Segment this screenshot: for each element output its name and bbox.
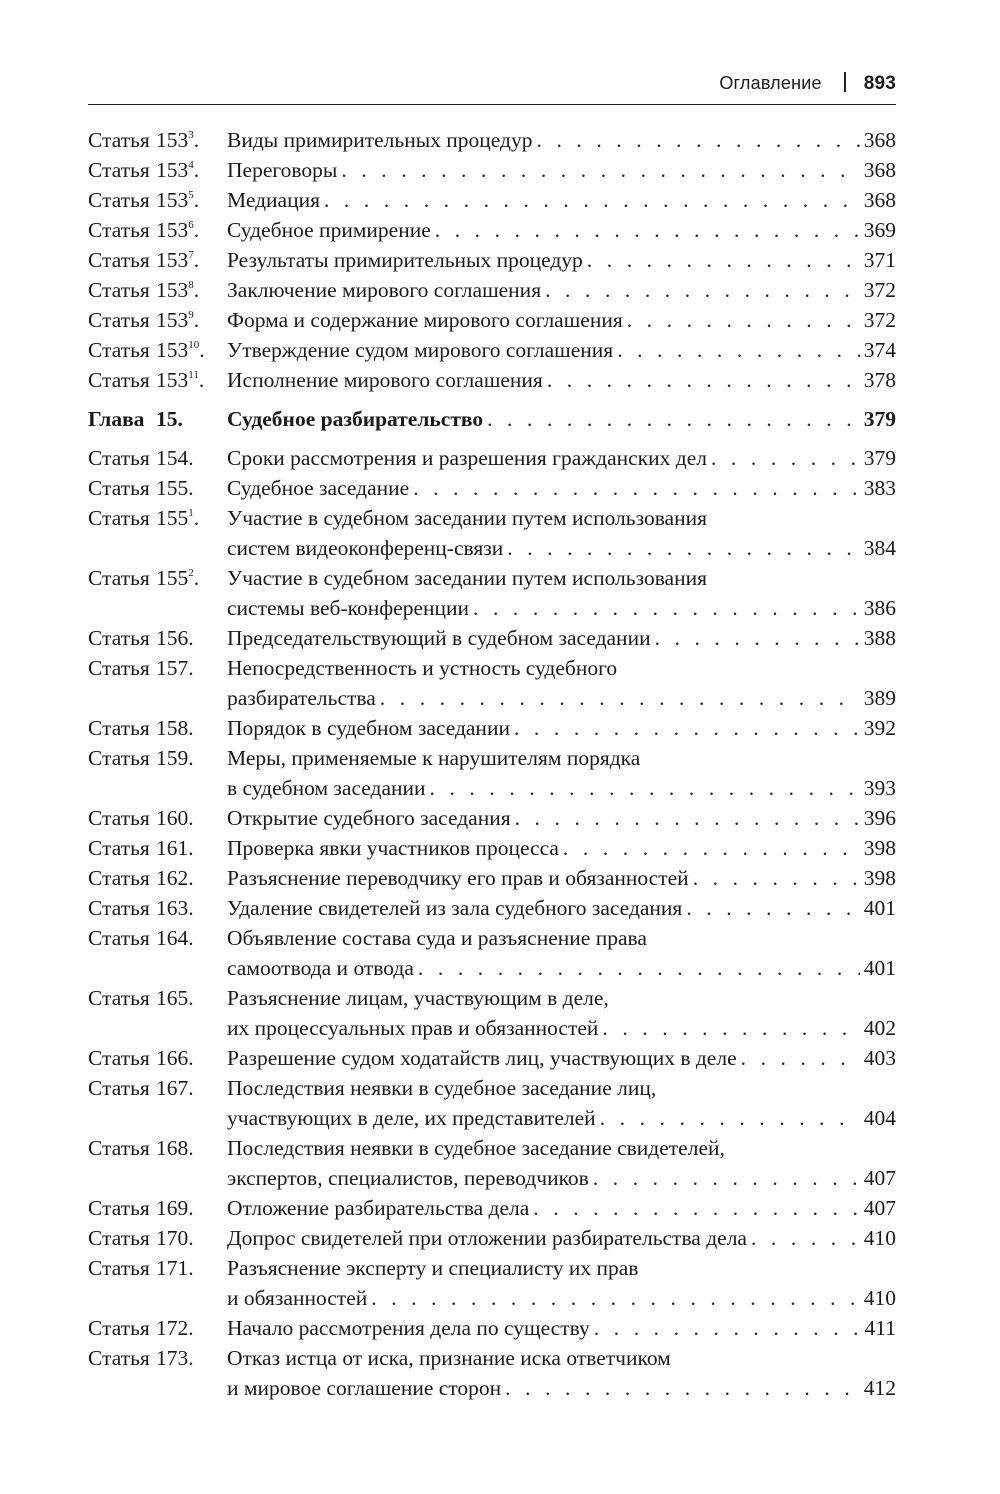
entry-page-number: 388	[863, 626, 896, 650]
entry-number: 153	[156, 158, 189, 182]
entry-label	[88, 1133, 194, 1163]
entry-label	[88, 503, 199, 533]
dot-leader	[514, 713, 860, 743]
entry-title-last-line	[227, 833, 896, 863]
dot-leader	[413, 473, 860, 503]
entry-type-word: Статья	[88, 896, 150, 920]
header-separator	[844, 72, 846, 92]
dot-leader	[435, 215, 860, 245]
entry-page-number: 410	[863, 1286, 896, 1310]
entry-type-word: Статья	[88, 1076, 150, 1100]
entry-number-superscript: 3	[188, 129, 194, 141]
entry-title-last-line	[227, 1163, 896, 1193]
entry-label	[88, 563, 199, 593]
entry-number: 153	[156, 338, 189, 362]
entry-title-text: Переговоры	[227, 158, 338, 182]
entry-number-superscript: 9	[188, 309, 194, 321]
dot-leader	[563, 833, 860, 863]
entry-title-text: и мировое соглашение сторон	[227, 1376, 502, 1400]
entry-type-word: Статья	[88, 218, 150, 242]
entry-number: 153	[156, 188, 189, 212]
entry-number: 173.	[156, 1346, 194, 1370]
entry-type-word: Статья	[88, 746, 150, 770]
entry-label	[88, 335, 205, 365]
entry-number-superscript: 6	[188, 219, 194, 231]
entry-number-dot: .	[193, 158, 200, 182]
entry-title-text: Отложение разбирательства дела	[227, 1196, 530, 1220]
entry-title-text: Судебное разбирательство	[227, 407, 484, 431]
dot-leader	[617, 335, 860, 365]
entry-number-dot: .	[193, 506, 200, 530]
entry-label	[88, 305, 199, 335]
entry-page-number: 372	[863, 278, 896, 302]
entry-title-line: Разъяснение эксперту и специалисту их прав	[227, 1256, 639, 1280]
entry-number: 162.	[156, 866, 194, 890]
entry-title-last-line	[227, 533, 896, 563]
entry-type-word: Статья	[88, 566, 150, 590]
toc-article-entry	[88, 893, 896, 923]
dot-leader	[505, 1373, 860, 1403]
entry-label	[88, 743, 194, 773]
entry-page-number: 410	[863, 1226, 896, 1250]
toc-article-entry	[88, 713, 896, 743]
entry-label	[88, 623, 194, 653]
toc-article-entry	[88, 503, 896, 563]
entry-title-line: Участие в судебном заседании путем использования	[227, 506, 708, 530]
dot-leader	[380, 683, 860, 713]
entry-number-dot: .	[198, 368, 205, 392]
entry-title-last-line	[227, 893, 896, 923]
entry-number-superscript: 5	[188, 189, 194, 201]
entry-page-number: 404	[863, 1106, 896, 1130]
toc-article-entry	[88, 653, 896, 713]
entry-type-word: Статья	[88, 158, 150, 182]
entry-number: 153	[156, 128, 189, 152]
entry-title-text: Судебное примирение	[227, 218, 431, 242]
dot-leader	[533, 1193, 859, 1223]
entry-label	[88, 863, 194, 893]
entry-type-word: Статья	[88, 188, 150, 212]
entry-title-last-line	[227, 1223, 896, 1253]
toc-article-entry	[88, 335, 896, 365]
toc-article-entry	[88, 803, 896, 833]
entry-title-last-line	[227, 404, 896, 434]
entry-label	[88, 803, 194, 833]
entry-title-text: Заключение мирового соглашения	[227, 278, 542, 302]
entry-page-number: 401	[863, 956, 896, 980]
entry-title-last-line	[227, 335, 896, 365]
entry-page-number: 368	[863, 188, 896, 212]
entry-title-last-line	[227, 1283, 896, 1313]
entry-page-number: 384	[863, 536, 896, 560]
entry-title-text: Судебное заседание	[227, 476, 410, 500]
entry-number: 153	[156, 218, 189, 242]
entry-number-superscript: 1	[188, 507, 194, 519]
entry-title-line: Последствия неявки в судебное заседание свидетелей,	[227, 1136, 725, 1160]
entry-number: 167.	[156, 1076, 194, 1100]
dot-leader	[741, 1043, 860, 1073]
entry-type-word: Статья	[88, 248, 150, 272]
toc-article-entry	[88, 1313, 896, 1343]
toc-article-entry	[88, 185, 896, 215]
entry-title-text: в судебном заседании	[227, 776, 426, 800]
entry-label	[88, 404, 183, 434]
entry-page-number: 412	[863, 1376, 896, 1400]
entry-label	[88, 653, 194, 683]
entry-label	[88, 443, 194, 473]
toc-article-entry	[88, 275, 896, 305]
entry-type-word: Статья	[88, 806, 150, 830]
entry-number: 168.	[156, 1136, 194, 1160]
entry-title-text: разбирательства	[227, 686, 376, 710]
entry-title-text: Проверка явки участников процесса	[227, 836, 559, 860]
entry-title-last-line	[227, 593, 896, 623]
entry-title-line: Разъяснение лицам, участвующим в деле,	[227, 986, 609, 1010]
dot-leader	[627, 305, 860, 335]
entry-type-word: Статья	[88, 626, 150, 650]
toc-article-entry	[88, 923, 896, 983]
entry-number: 155	[156, 506, 189, 530]
entry-number-superscript: 10	[188, 339, 200, 351]
entry-type-word: Статья	[88, 1046, 150, 1070]
entry-number: 166.	[156, 1046, 194, 1070]
entry-number: 156.	[156, 626, 194, 650]
dot-leader	[593, 1163, 860, 1193]
toc-article-entry	[88, 563, 896, 623]
entry-page-number: 389	[863, 686, 896, 710]
entry-title-text: и обязанностей	[227, 1286, 368, 1310]
entry-number: 154.	[156, 446, 194, 470]
running-head-content	[719, 72, 896, 95]
entry-title-last-line	[227, 623, 896, 653]
entry-label	[88, 1313, 194, 1343]
entry-title-text: экспертов, специалистов, переводчиков	[227, 1166, 589, 1190]
entry-title-text: Разрешение судом ходатайств лиц, участвующих в деле	[227, 1046, 737, 1070]
entry-title-text: Форма и содержание мирового соглашения	[227, 308, 623, 332]
entry-page-number: 396	[863, 806, 896, 830]
toc-chapter-entry	[88, 404, 896, 434]
entry-number-dot: .	[193, 278, 200, 302]
entry-label	[88, 983, 194, 1013]
entry-type-word: Статья	[88, 1316, 150, 1340]
entry-page-number: 403	[863, 1046, 896, 1070]
entry-title-last-line	[227, 803, 896, 833]
entry-title-text: Удаление свидетелей из зала судебного заседания	[227, 896, 683, 920]
toc-article-entry	[88, 215, 896, 245]
toc-article-entry	[88, 155, 896, 185]
entry-page-number: 411	[864, 1316, 896, 1340]
entry-title-line: Непосредственность и устность судебного	[227, 656, 618, 680]
toc-article-entry	[88, 365, 896, 395]
entry-page-number: 379	[863, 407, 896, 431]
entry-label	[88, 1193, 194, 1223]
entry-title-last-line	[227, 1103, 896, 1133]
dot-leader	[545, 275, 860, 305]
dot-leader	[507, 533, 860, 563]
dot-leader	[600, 1103, 860, 1133]
toc-article-entry	[88, 743, 896, 803]
entry-page-number: 383	[863, 476, 896, 500]
entry-number: 157.	[156, 656, 194, 680]
entry-label	[88, 1223, 194, 1253]
dot-leader	[547, 365, 860, 395]
entry-page-number: 386	[863, 596, 896, 620]
entry-number-dot: .	[193, 566, 200, 590]
dot-leader	[487, 404, 860, 434]
dot-leader	[430, 773, 860, 803]
entry-number-dot: .	[193, 218, 200, 242]
entry-type-word: Статья	[88, 716, 150, 740]
entry-title-text: Открытие судебного заседания	[227, 806, 511, 830]
entry-title-text: Утверждение судом мирового соглашения	[227, 338, 614, 362]
entry-title-last-line	[227, 1193, 896, 1223]
entry-title-last-line	[227, 1013, 896, 1043]
entry-number-superscript: 4	[188, 159, 194, 171]
entry-title-text: Начало рассмотрения дела по существу	[227, 1316, 590, 1340]
entry-label	[88, 473, 194, 503]
entry-label	[88, 923, 194, 953]
entry-type-word: Статья	[88, 1346, 150, 1370]
entry-title-last-line	[227, 155, 896, 185]
dot-leader	[686, 893, 859, 923]
entry-label	[88, 155, 199, 185]
entry-title-text: Результаты примирительных процедур	[227, 248, 583, 272]
dot-leader	[515, 803, 860, 833]
entry-type-word: Статья	[88, 476, 150, 500]
entry-number: 171.	[156, 1256, 194, 1280]
dot-leader	[418, 953, 860, 983]
entry-title-text: Виды примирительных процедур	[227, 128, 533, 152]
entry-title-last-line	[227, 473, 896, 503]
toc-article-entry	[88, 1223, 896, 1253]
entry-title-last-line	[227, 683, 896, 713]
entry-number: 172.	[156, 1316, 194, 1340]
entry-number-dot: .	[193, 188, 200, 212]
entry-number: 155	[156, 566, 189, 590]
entry-title-text: Сроки рассмотрения и разрешения гражданских дел	[227, 446, 707, 470]
entry-number: 153	[156, 308, 189, 332]
entry-type-word: Статья	[88, 836, 150, 860]
entry-title-last-line	[227, 275, 896, 305]
entry-label	[88, 1043, 194, 1073]
entry-number: 159.	[156, 746, 194, 770]
entry-title-line: Объявление состава суда и разъяснение права	[227, 926, 647, 950]
entry-type-word: Статья	[88, 926, 150, 950]
entry-page-number: 392	[863, 716, 896, 740]
entry-page-number: 368	[863, 158, 896, 182]
toc-article-entry	[88, 443, 896, 473]
entry-number: 163.	[156, 896, 194, 920]
toc-article-entry	[88, 1343, 896, 1403]
dot-leader	[371, 1283, 860, 1313]
entry-label	[88, 215, 199, 245]
entry-title-text: их процессуальных прав и обязанностей	[227, 1016, 599, 1040]
entry-number: 170.	[156, 1226, 194, 1250]
entry-label	[88, 365, 204, 395]
entry-type-word: Статья	[88, 986, 150, 1010]
section-title: Оглавление	[719, 73, 822, 93]
entry-type-word: Глава	[88, 407, 145, 431]
entry-title-text: Разъяснение переводчику его прав и обязанностей	[227, 866, 689, 890]
entry-title-text: Медиация	[227, 188, 320, 212]
entry-label	[88, 833, 194, 863]
entry-page-number: 402	[863, 1016, 896, 1040]
running-head	[88, 58, 896, 105]
entry-title-text: Председательствующий в судебном заседании	[227, 626, 651, 650]
dot-leader	[655, 623, 860, 653]
entry-title-text: систем видеоконференц-связи	[227, 536, 504, 560]
dot-leader	[693, 863, 860, 893]
entry-type-word: Статья	[88, 338, 150, 362]
entry-label	[88, 1073, 194, 1103]
entry-number: 160.	[156, 806, 194, 830]
entry-title-last-line	[227, 185, 896, 215]
entry-page-number: 393	[863, 776, 896, 800]
entry-label	[88, 245, 199, 275]
entry-page-number: 407	[863, 1196, 896, 1220]
dot-leader	[537, 125, 860, 155]
entry-title-line: Меры, применяемые к нарушителям порядка	[227, 746, 641, 770]
entry-number-dot: .	[193, 308, 200, 332]
entry-page-number: 378	[863, 368, 896, 392]
dot-leader	[587, 245, 860, 275]
dot-leader	[341, 155, 859, 185]
entry-number: 164.	[156, 926, 194, 950]
toc-article-entry	[88, 1193, 896, 1223]
entry-label	[88, 1253, 194, 1283]
toc-article-entry	[88, 623, 896, 653]
entry-type-word: Статья	[88, 446, 150, 470]
entry-title-last-line	[227, 1373, 896, 1403]
entry-title-last-line	[227, 953, 896, 983]
toc-article-entry	[88, 833, 896, 863]
entry-number: 153	[156, 368, 189, 392]
entry-number: 165.	[156, 986, 194, 1010]
entry-page-number: 398	[863, 866, 896, 890]
entry-number: 15.	[156, 407, 183, 431]
entry-title-text: участвующих в деле, их представителей	[227, 1106, 596, 1130]
dot-leader	[711, 443, 860, 473]
entry-number-dot: .	[193, 248, 200, 272]
entry-type-word: Статья	[88, 278, 150, 302]
entry-page-number: 398	[863, 836, 896, 860]
entry-page-number: 369	[863, 218, 896, 242]
entry-page-number: 368	[863, 128, 896, 152]
toc-article-entry	[88, 245, 896, 275]
toc-article-entry	[88, 125, 896, 155]
entry-number: 158.	[156, 716, 194, 740]
entry-number-superscript: 8	[188, 279, 194, 291]
entry-page-number: 407	[863, 1166, 896, 1190]
dot-leader	[594, 1313, 861, 1343]
entry-type-word: Статья	[88, 1196, 150, 1220]
entry-label	[88, 275, 199, 305]
entry-type-word: Статья	[88, 506, 150, 530]
entry-page-number: 372	[863, 308, 896, 332]
entry-title-line: Последствия неявки в судебное заседание лиц,	[227, 1076, 657, 1100]
entry-number-superscript: 7	[188, 249, 194, 261]
entry-title-last-line	[227, 365, 896, 395]
page-number: 893	[863, 73, 896, 94]
toc-article-entry	[88, 1043, 896, 1073]
toc-article-entry	[88, 1073, 896, 1133]
entry-title-last-line	[227, 773, 896, 803]
entry-title-text: системы веб-конференции	[227, 596, 470, 620]
entry-page-number: 371	[863, 248, 896, 272]
entry-number-superscript: 2	[188, 567, 194, 579]
entry-number: 153	[156, 278, 189, 302]
entry-title-last-line	[227, 863, 896, 893]
entry-title-last-line	[227, 245, 896, 275]
dot-leader	[751, 1223, 860, 1253]
entry-number: 161.	[156, 836, 194, 860]
entry-type-word: Статья	[88, 1226, 150, 1250]
entry-number: 169.	[156, 1196, 194, 1220]
entry-title-text: Допрос свидетелей при отложении разбирательства дела	[227, 1226, 747, 1250]
entry-title-last-line	[227, 1043, 896, 1073]
entry-label	[88, 893, 194, 923]
entry-title-last-line	[227, 713, 896, 743]
table-of-contents	[88, 125, 896, 1403]
dot-leader	[473, 593, 860, 623]
entry-type-word: Статья	[88, 308, 150, 332]
entry-title-last-line	[227, 443, 896, 473]
entry-number-dot: .	[199, 338, 205, 362]
toc-article-entry	[88, 305, 896, 335]
entry-label	[88, 125, 199, 155]
entry-title-text: самоотвода и отвода	[227, 956, 414, 980]
entry-number: 155.	[156, 476, 194, 500]
entry-title-last-line	[227, 1313, 896, 1343]
entry-label	[88, 713, 194, 743]
entry-type-word: Статья	[88, 128, 150, 152]
entry-number: 153	[156, 248, 189, 272]
toc-article-entry	[88, 1133, 896, 1193]
entry-title-line: Отказ истца от иска, признание иска ответчиком	[227, 1346, 671, 1370]
entry-type-word: Статья	[88, 656, 150, 680]
entry-label	[88, 1343, 194, 1373]
entry-label	[88, 185, 199, 215]
entry-title-last-line	[227, 305, 896, 335]
entry-page-number: 374	[863, 338, 896, 362]
entry-number-dot: .	[193, 128, 200, 152]
entry-title-line: Участие в судебном заседании путем использования	[227, 566, 708, 590]
dot-leader	[324, 185, 860, 215]
entry-title-text: Исполнение мирового соглашения	[227, 368, 543, 392]
entry-type-word: Статья	[88, 1256, 150, 1280]
entry-type-word: Статья	[88, 866, 150, 890]
entry-title-last-line	[227, 125, 896, 155]
toc-article-entry	[88, 983, 896, 1043]
dot-leader	[602, 1013, 859, 1043]
entry-title-text: Порядок в судебном заседании	[227, 716, 510, 740]
entry-type-word: Статья	[88, 1136, 150, 1160]
toc-article-entry	[88, 863, 896, 893]
toc-article-entry	[88, 473, 896, 503]
entry-number-superscript: 11	[188, 369, 199, 381]
entry-type-word: Статья	[88, 368, 150, 392]
entry-page-number: 379	[863, 446, 896, 470]
entry-page-number: 401	[863, 896, 896, 920]
entry-title-last-line	[227, 215, 896, 245]
toc-article-entry	[88, 1253, 896, 1313]
